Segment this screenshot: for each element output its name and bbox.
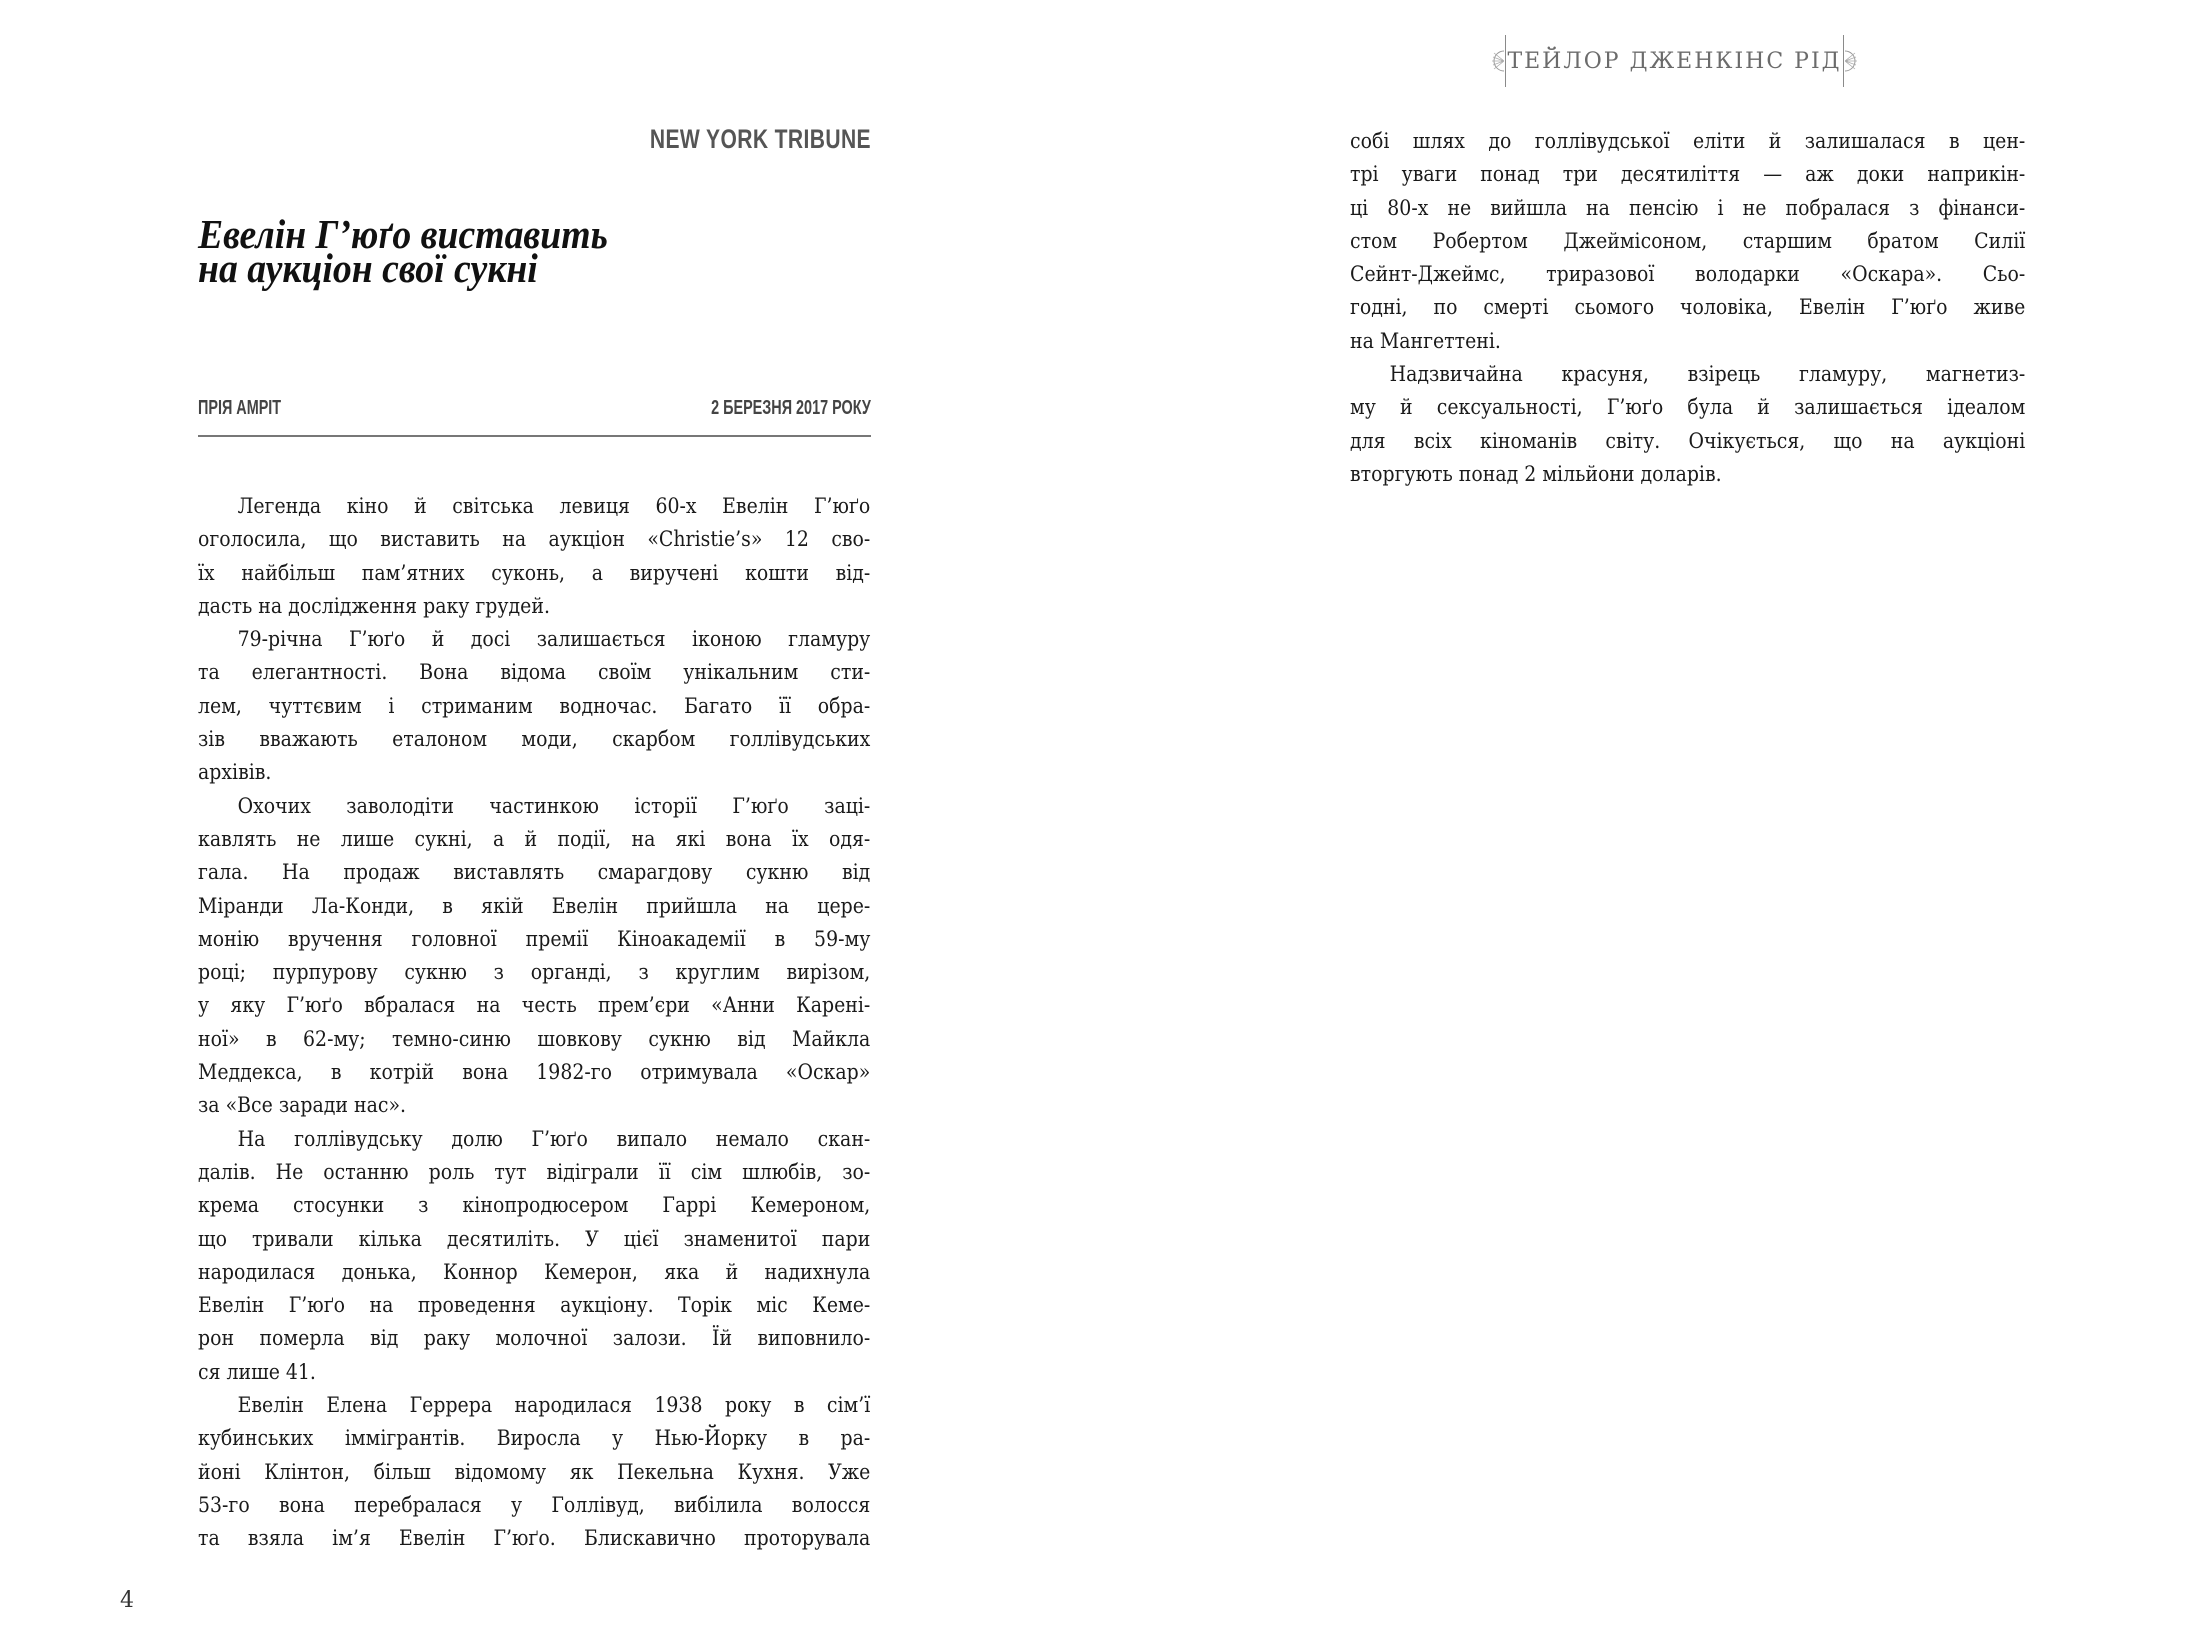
text-line: для всіх кіноманів світу. Очікується, що на аукціоні <box>1350 428 2026 453</box>
text-line: ся лише 41. <box>198 1359 316 1384</box>
headline-line: на аукціон свої сукні <box>198 245 538 291</box>
text-line: му й сексуальності, Г’юґо була й залишається ідеалом <box>1350 395 2026 420</box>
text-line: кубинських іммігрантів. Виросла у Нью-Йорку в ра- <box>198 1426 871 1451</box>
headline <box>198 211 842 291</box>
headline-line: Евелін Г’юґо виставить <box>198 211 608 257</box>
text-line: трі уваги понад три десятиліття — аж доки наприкін- <box>1350 162 2026 187</box>
text-line: лем, чуттєвим і стриманим водночас. Багато її обра- <box>198 693 871 718</box>
text-line: оголосила, що виставить на аукціон «Christie’s» 12 сво- <box>198 527 871 552</box>
text-line: та елегантності. Вона відома своїм унікальним сти- <box>198 660 871 685</box>
text-line: архівів. <box>198 760 272 785</box>
book-author: ТЕЙЛОР ДЖЕНКІНС РІД <box>1507 48 1842 74</box>
text-line: рон померла від раку молочної залози. Їй виповнило- <box>198 1326 871 1351</box>
text-line: 53-го вона перебралася у Голлівуд, вибілила волосся <box>198 1492 871 1517</box>
text-line: що тривали кілька десятиліть. У цієї знаменитої пари <box>198 1226 871 1251</box>
text-line: Міранди Ла-Конди, в якій Евелін прийшла на цере- <box>198 893 871 918</box>
text-line: народилася донька, Коннор Кемерон, яка й надихнула <box>198 1259 871 1284</box>
text-line: за «Все заради нас». <box>198 1093 407 1118</box>
text-line: році; пурпурову сукню з органді, з круглим вирізом, <box>198 960 871 985</box>
left-column <box>198 490 871 1556</box>
text-line: Охочих заволодіти частинкою історії Г’юґо заці- <box>237 793 871 818</box>
fan-ornament-icon <box>1845 49 1859 73</box>
right-column <box>1350 125 2026 491</box>
text-line: ці 80-х не вийшла на пенсію і не побралася з фінанси- <box>1350 195 2026 220</box>
text-line: монію вручення головної премії Кіноакадемії в 59-му <box>198 926 871 951</box>
text-line: Меддекса, в котрій вона 1982-го отримувала «Оскар» <box>198 1060 871 1085</box>
text-line: собі шлях до голлівудської еліти й залишалася в цен- <box>1350 129 2026 153</box>
article-author: ПРІЯ АМРІТ <box>198 397 282 419</box>
article-date: 2 БЕРЕЗНЯ 2017 РОКУ <box>711 397 871 419</box>
text-line: ної» в 62-му; темно-синю шовкову сукню від Майкла <box>198 1026 871 1051</box>
text-line: зів вважають еталоном моди, скарбом голлівудських <box>198 727 871 752</box>
publication-name: NEW YORK TRIBUNE <box>649 124 871 154</box>
text-line: гала. На продаж виставлять смарагдову сукню від <box>198 860 871 885</box>
text-line: годні, по смерті сьомого чоловіка, Евелін Г’юґо живе <box>1350 295 2026 320</box>
text-line: крема стосунки з кінопродюсером Гаррі Кемероном, <box>198 1193 871 1218</box>
text-line: вторгують понад 2 мільйони доларів. <box>1350 461 1722 486</box>
text-line: На голлівудську долю Г’юґо випало немало скан- <box>237 1126 871 1151</box>
text-line: дасть на дослідження раку грудей. <box>198 593 550 618</box>
text-line: Евелін Г’юґо на проведення аукціону. Торік міс Кеме- <box>198 1293 871 1318</box>
text-line: Евелін Елена Геррера народилася 1938 року в сім’ї <box>237 1393 871 1418</box>
text-line: йоні Клінтон, більш відомому як Пекельна Кухня. Уже <box>198 1459 871 1484</box>
text-line: та взяла ім’я Евелін Г’юґо. Блискавично проторувала <box>198 1526 871 1551</box>
running-head <box>1505 35 1844 87</box>
fan-ornament-icon <box>1490 49 1504 73</box>
text-line: кавлять не лише сукні, а й події, на які вона їх одя- <box>198 826 871 851</box>
text-line: на Мангеттені. <box>1350 328 1501 353</box>
page-number: 4 <box>120 1588 134 1613</box>
text-line: Легенда кіно й світська левиця 60-х Евелін Г’юґо <box>237 494 871 518</box>
text-line: Сейнт-Джеймс, триразової володарки «Оскара». Сьо- <box>1350 262 2026 287</box>
text-line: 79-річна Г’юґо й досі залишається іконою гламуру <box>237 627 871 652</box>
text-line: далів. Не останню роль тут відіграли її сім шлюбів, зо- <box>198 1159 871 1184</box>
text-line: їх найбільш пам’ятних суконь, а виручені кошти від- <box>198 560 871 585</box>
text-line: у яку Г’юґо вбралася на честь прем’єри «Анни Карені- <box>198 993 871 1018</box>
text-line: стом Робертом Джеймісоном, старшим братом Силії <box>1350 228 2026 253</box>
text-line: Надзвичайна красуня, взірець гламуру, магнетиз- <box>1389 362 2026 387</box>
byline <box>198 395 871 437</box>
